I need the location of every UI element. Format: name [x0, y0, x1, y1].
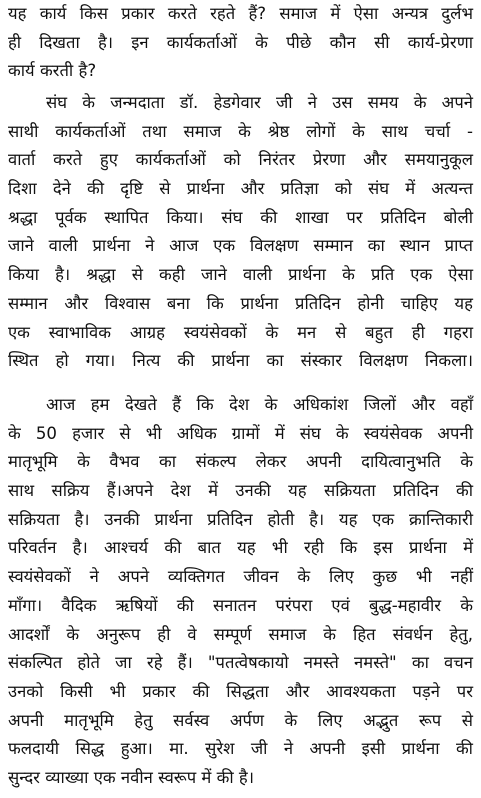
text-line: सम्मान और विश्वास बना कि प्रार्थना प्रतिदिन होनी चाहिए यह: [8, 293, 473, 313]
text-line: फलदायी सिद्ध हुआ। मा. सुरेश जी ने अपनी इसी प्रार्थना की: [8, 739, 473, 759]
text-line: साथ सक्रिय हैं।अपने देश में उनकी यह सक्रियता प्रतिदिन की: [8, 481, 473, 501]
text-line: साथी कार्यकर्ताओं तथा समाज के श्रेष्ठ लोगों के साथ चर्चा -: [8, 121, 473, 141]
text-line: संकल्पित होते जा रहे हैं। "पतत्वेषकायो नमस्ते नमस्ते" का वचन: [8, 653, 473, 673]
text-line: किया है। श्रद्धा से कही जाने वाली प्रार्थना के प्रति एक ऐसा: [8, 265, 473, 285]
text-line: श्रद्धा पूर्वक स्थापित किया। संघ की शाखा पर प्रतिदिन बोली: [8, 207, 473, 227]
text-line: ही दिखता है। इन कार्यकर्ताओं के पीछे कौन सी कार्य-प्रेरणा: [8, 32, 473, 52]
text-line: मातृभूमि के वैभव का संकल्प लेकर अपनी दायित्वानुभति के: [8, 452, 473, 472]
text-line: एक स्वाभाविक आग्रह स्वयंसेवकों के मन से बहुत ही गहरा: [8, 322, 473, 342]
paragraph-1: [0, 0, 481, 86]
text-line: आदर्शों के अनुरूप ही वे सम्पूर्ण समाज के हित संवर्धन हेतु,: [8, 624, 473, 644]
paragraph-3: [0, 391, 481, 793]
text-line: स्वयंसेवकों ने अपने व्यक्तिगत जीवन के लिए कुछ भी नहीं: [8, 567, 473, 587]
paragraph-2: [0, 89, 481, 376]
text-line: स्थित हो गया। नित्य की प्रार्थना का संस्कार विलक्षण निकला।: [8, 351, 473, 371]
text-line: सुन्दर व्याख्या एक नवीन स्वरूप में की है।: [8, 767, 255, 787]
text-line: यह कार्य किस प्रकार करते रहते हैं? समाज में ऐसा अन्यत्र दुर्लभ: [8, 4, 473, 23]
text-line: वार्ता करते हुए कार्यकर्ताओं को निरंतर प्रेरणा और समयानुकूल: [8, 150, 473, 170]
text-line: माँगा। वैदिक ऋषियों की सनातन परंपरा एवं बुद्ध-महावीर के: [8, 595, 473, 615]
text-line: परिवर्तन है। आश्चर्य की बात यह भी रही कि इस प्रार्थना में: [8, 538, 473, 558]
text-line: दिशा देने की दृष्टि से प्रार्थना और प्रतिज्ञा को संघ में अत्यन्त: [8, 179, 473, 199]
text-line: उनको किसी भी प्रकार की सिद्धता और आवश्यकता पड़ने पर: [8, 681, 473, 701]
text-line: कार्य करती है?: [8, 61, 97, 81]
text-line: सक्रियता है। उनकी प्रार्थना प्रतिदिन होती है। यह एक क्रान्तिकारी: [8, 509, 473, 529]
text-line: के 50 हजार से भी अधिक ग्रामों में संघ के स्वयंसेवक अपनी: [8, 423, 473, 443]
text-line: आज हम देखते हैं कि देश के अधिकांश जिलों और वहाँ: [46, 395, 473, 414]
text-line: संघ के जन्मदाता डॉ. हेडगेवार जी ने उस समय के अपने: [46, 93, 473, 112]
text-line: जाने वाली प्रार्थना ने आज एक विलक्षण सम्मान का स्थान प्राप्त: [8, 236, 473, 256]
text-line: अपनी मातृभूमि हेतु सर्वस्व अर्पण के लिए अद्भुत रूप से: [8, 710, 473, 730]
